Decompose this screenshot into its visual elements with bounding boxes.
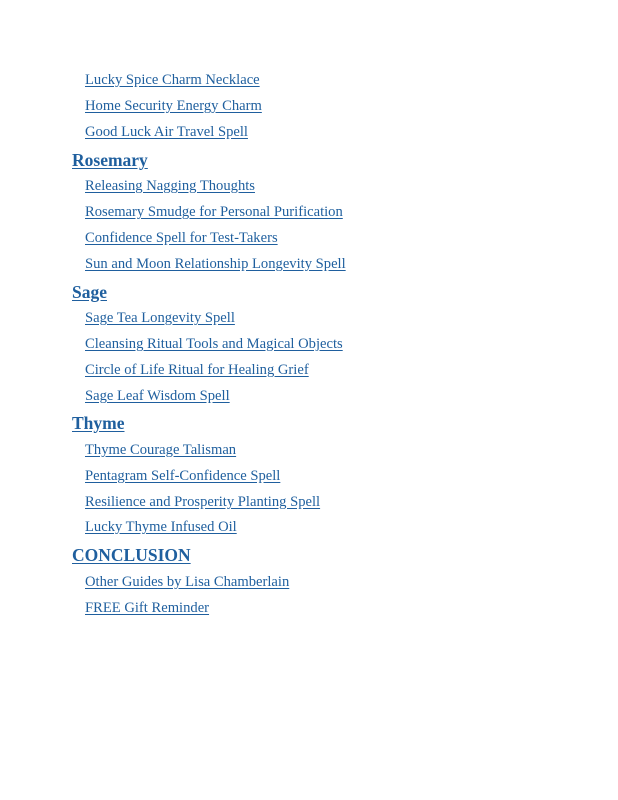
toc-heading-thyme[interactable]: Thyme <box>72 413 125 433</box>
toc-link-confidence-spell-test-takers[interactable]: Confidence Spell for Test-Takers <box>85 230 278 246</box>
toc-link-thyme-courage-talisman[interactable]: Thyme Courage Talisman <box>85 442 237 458</box>
toc-link-good-luck-air-travel-spell[interactable]: Good Luck Air Travel Spell <box>85 124 248 140</box>
toc-link-sage-tea-longevity-spell[interactable]: Sage Tea Longevity Spell <box>85 310 235 326</box>
toc-link-lucky-thyme-infused-oil[interactable]: Lucky Thyme Infused Oil <box>85 519 237 535</box>
toc-link-pentagram-self-confidence-spell[interactable]: Pentagram Self-Confidence Spell <box>85 468 281 484</box>
toc-link-releasing-nagging-thoughts[interactable]: Releasing Nagging Thoughts <box>85 178 255 194</box>
toc-heading-rosemary[interactable]: Rosemary <box>72 150 148 170</box>
toc-heading-conclusion[interactable]: CONCLUSION <box>72 545 191 565</box>
toc-link-circle-of-life-ritual[interactable]: Circle of Life Ritual for Healing Grief <box>85 362 309 378</box>
toc-link-other-guides[interactable]: Other Guides by Lisa Chamberlain <box>85 574 290 590</box>
toc-link-resilience-prosperity-planting-spell[interactable]: Resilience and Prosperity Planting Spell <box>85 494 321 510</box>
toc-link-lucky-spice-charm-necklace[interactable]: Lucky Spice Charm Necklace <box>85 72 260 88</box>
toc-link-free-gift-reminder[interactable]: FREE Gift Reminder <box>85 600 210 616</box>
toc-link-home-security-energy-charm[interactable]: Home Security Energy Charm <box>85 98 262 114</box>
toc-link-rosemary-smudge[interactable]: Rosemary Smudge for Personal Purification <box>85 204 343 220</box>
toc-heading-sage[interactable]: Sage <box>72 282 107 302</box>
toc-link-sun-and-moon-longevity-spell[interactable]: Sun and Moon Relationship Longevity Spell <box>85 256 346 272</box>
toc-link-sage-leaf-wisdom-spell[interactable]: Sage Leaf Wisdom Spell <box>85 388 230 404</box>
toc-link-cleansing-ritual-tools[interactable]: Cleansing Ritual Tools and Magical Objects <box>85 336 343 352</box>
